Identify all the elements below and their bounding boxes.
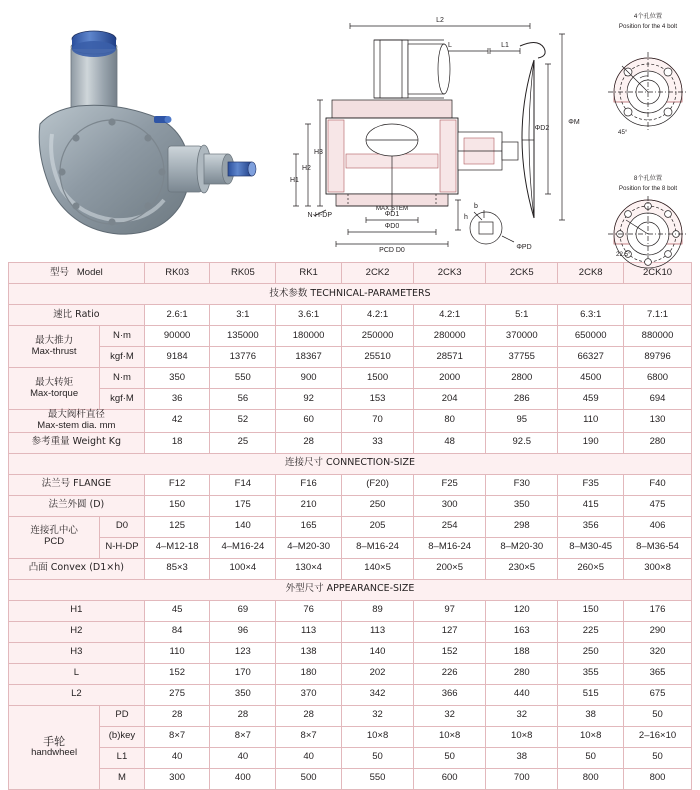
row-label-l2: L2 xyxy=(9,684,145,705)
specification-table xyxy=(8,262,692,790)
table-row xyxy=(9,347,692,368)
cell: 120 xyxy=(486,600,558,621)
row-label-ratio: 速比 Ratio xyxy=(53,308,100,320)
table-row xyxy=(9,389,692,410)
cell: 4–M20-30 xyxy=(276,537,342,558)
row-label-pcd: 连接孔中心 PCD xyxy=(9,516,100,558)
svg-text:L2: L2 xyxy=(436,17,444,24)
svg-text:H1: H1 xyxy=(290,177,299,184)
cell: 28571 xyxy=(414,347,486,368)
cell: 4–M12-18 xyxy=(144,537,210,558)
cell: 150 xyxy=(558,600,624,621)
cell: 356 xyxy=(558,516,624,537)
cell: 153 xyxy=(341,389,413,410)
dimension-drawing xyxy=(262,4,600,258)
cell: (F20) xyxy=(341,474,413,495)
cell: 880000 xyxy=(624,326,692,347)
cell: 8×7 xyxy=(144,726,210,747)
cell: 3:1 xyxy=(210,305,276,326)
cell: 250 xyxy=(558,642,624,663)
table-row xyxy=(9,305,692,326)
cell: 3.6:1 xyxy=(276,305,342,326)
model-col-4: 2CK3 xyxy=(414,263,486,284)
table-row xyxy=(9,368,692,389)
cell: F16 xyxy=(276,474,342,495)
handwheel-key: M xyxy=(100,768,145,789)
cell: 298 xyxy=(486,516,558,537)
svg-text:h: h xyxy=(464,214,468,221)
handwheel-key: L1 xyxy=(100,747,145,768)
table-row xyxy=(9,432,692,453)
cell: 459 xyxy=(558,389,624,410)
table-row xyxy=(9,684,692,705)
section-connection: 连接尺寸 CONNECTION-SIZE xyxy=(9,453,692,474)
cell: 38 xyxy=(486,747,558,768)
cell: 84 xyxy=(144,621,210,642)
bolt-position-figures xyxy=(600,6,696,258)
cell: 342 xyxy=(341,684,413,705)
svg-text:ΦPD: ΦPD xyxy=(516,244,532,251)
cell: 320 xyxy=(624,642,692,663)
cell: 152 xyxy=(144,663,210,684)
model-col-0: RK03 xyxy=(144,263,210,284)
row-label-weight: 参考重量 Weight Kg xyxy=(31,436,122,448)
cell: 140 xyxy=(210,516,276,537)
cell: 50 xyxy=(624,747,692,768)
unit-cell: kgf·M xyxy=(100,389,145,410)
cell: 300 xyxy=(414,495,486,516)
bolt8-title-en: Position for the 8 bolt xyxy=(618,185,678,192)
svg-text:b: b xyxy=(474,203,478,210)
cell: 36 xyxy=(144,389,210,410)
cell: 25510 xyxy=(341,347,413,368)
cell: 350 xyxy=(210,684,276,705)
cell: 204 xyxy=(414,389,486,410)
cell: 100×4 xyxy=(210,558,276,579)
cell: 80 xyxy=(414,410,486,433)
table-row xyxy=(9,516,692,537)
cell: 4500 xyxy=(558,368,624,389)
cell: 475 xyxy=(624,495,692,516)
table-row xyxy=(9,768,692,789)
model-header: 型号 Model xyxy=(9,263,145,284)
cell: 28 xyxy=(276,705,342,726)
bolt8-angle: 22.5° xyxy=(616,251,631,258)
cell: 28 xyxy=(276,432,342,453)
unit-cell: N·m xyxy=(100,326,145,347)
cell: 89796 xyxy=(624,347,692,368)
row-label-max-stem-dia: 最大阀杆直径 Max-stem dia. mm xyxy=(9,410,145,433)
cell: 180 xyxy=(276,663,342,684)
cell: 370000 xyxy=(486,326,558,347)
svg-text:ΦD2: ΦD2 xyxy=(534,125,550,132)
cell: 230×5 xyxy=(486,558,558,579)
row-label-l: L xyxy=(9,663,145,684)
cell: 70 xyxy=(341,410,413,433)
row-label-convex: 凸面 Convex (D1×h) xyxy=(28,562,124,574)
cell: 165 xyxy=(276,516,342,537)
section-appearance: 外型尺寸 APPEARANCE-SIZE xyxy=(9,579,692,600)
cell: 32 xyxy=(341,705,413,726)
cell: 10×8 xyxy=(341,726,413,747)
table-row xyxy=(9,474,692,495)
cell: F40 xyxy=(624,474,692,495)
cell: 95 xyxy=(486,410,558,433)
table-row xyxy=(9,726,692,747)
table-row xyxy=(9,642,692,663)
svg-text:ΦD1: ΦD1 xyxy=(384,211,400,218)
cell: F30 xyxy=(486,474,558,495)
cell: 69 xyxy=(210,600,276,621)
cell: 8×7 xyxy=(210,726,276,747)
table-row xyxy=(9,621,692,642)
cell: 275 xyxy=(144,684,210,705)
cell: 5:1 xyxy=(486,305,558,326)
cell: 226 xyxy=(414,663,486,684)
cell: 225 xyxy=(558,621,624,642)
cell: 1500 xyxy=(341,368,413,389)
cell: 286 xyxy=(486,389,558,410)
table-row xyxy=(9,705,692,726)
row-label-h2: H2 xyxy=(9,621,145,642)
table-header-row xyxy=(9,263,692,284)
cell: 2–16×10 xyxy=(624,726,692,747)
cell: 6800 xyxy=(624,368,692,389)
cell: 50 xyxy=(414,747,486,768)
cell: 8–M36-54 xyxy=(624,537,692,558)
cell: 600 xyxy=(414,768,486,789)
cell: 500 xyxy=(276,768,342,789)
cell: 135000 xyxy=(210,326,276,347)
cell: 370 xyxy=(276,684,342,705)
cell: 170 xyxy=(210,663,276,684)
cell: 694 xyxy=(624,389,692,410)
table-row xyxy=(9,600,692,621)
cell: 4.2:1 xyxy=(341,305,413,326)
cell: 205 xyxy=(341,516,413,537)
model-col-1: RK05 xyxy=(210,263,276,284)
cell: 18 xyxy=(144,432,210,453)
cell: 366 xyxy=(414,684,486,705)
cell: 175 xyxy=(210,495,276,516)
cell: 8–M16-24 xyxy=(341,537,413,558)
cell: 52 xyxy=(210,410,276,433)
cell: 250 xyxy=(341,495,413,516)
cell: 123 xyxy=(210,642,276,663)
section-technical: 技术参数 TECHNICAL-PARAMETERS xyxy=(9,284,692,305)
cell: 9184 xyxy=(144,347,210,368)
cell: 33 xyxy=(341,432,413,453)
cell: 113 xyxy=(276,621,342,642)
cell: 202 xyxy=(341,663,413,684)
model-col-2: RK1 xyxy=(276,263,342,284)
cell: 76 xyxy=(276,600,342,621)
bolt4-angle: 45° xyxy=(618,129,628,136)
cell: 515 xyxy=(558,684,624,705)
table-row xyxy=(9,663,692,684)
cell: 18367 xyxy=(276,347,342,368)
table-row xyxy=(9,495,692,516)
cell: 10×8 xyxy=(486,726,558,747)
model-col-7: 2CK10 xyxy=(624,263,692,284)
row-label-max-thrust: 最大推力 Max-thrust xyxy=(9,326,100,368)
cell: 350 xyxy=(144,368,210,389)
bolt4-title-en: Position for the 4 bolt xyxy=(618,23,678,30)
cell: 250000 xyxy=(341,326,413,347)
unit-cell: N·m xyxy=(100,368,145,389)
svg-text:L1: L1 xyxy=(501,42,509,49)
cell: 10×8 xyxy=(558,726,624,747)
cell: 92 xyxy=(276,389,342,410)
svg-text:H2: H2 xyxy=(302,165,311,172)
cell: 200×5 xyxy=(414,558,486,579)
table-row xyxy=(9,537,692,558)
cell: 8–M30-45 xyxy=(558,537,624,558)
bolt8-title-cn: 8个孔位置 xyxy=(633,175,663,182)
cell: 365 xyxy=(624,663,692,684)
cell: 355 xyxy=(558,663,624,684)
cell: 56 xyxy=(210,389,276,410)
cell: 28 xyxy=(210,705,276,726)
cell: 90000 xyxy=(144,326,210,347)
illustration-area xyxy=(0,0,700,262)
svg-text:N-H-DP: N-H-DP xyxy=(307,212,332,219)
table-row xyxy=(9,747,692,768)
cell: 900 xyxy=(276,368,342,389)
cell: 152 xyxy=(414,642,486,663)
unit-cell: D0 xyxy=(100,516,145,537)
row-label-handwheel: 手轮 handwheel xyxy=(9,705,100,789)
cell: F12 xyxy=(144,474,210,495)
cell: 800 xyxy=(558,768,624,789)
cell: 66327 xyxy=(558,347,624,368)
cell: 6.3:1 xyxy=(558,305,624,326)
cell: 400 xyxy=(210,768,276,789)
cell: 40 xyxy=(144,747,210,768)
cell: 163 xyxy=(486,621,558,642)
cell: 2.6:1 xyxy=(144,305,210,326)
cell: 38 xyxy=(558,705,624,726)
row-label-flange-od: 法兰外圆 (D) xyxy=(48,499,105,511)
cell: 10×8 xyxy=(414,726,486,747)
cell: 32 xyxy=(486,705,558,726)
cell: 700 xyxy=(486,768,558,789)
cell: 85×3 xyxy=(144,558,210,579)
actuator-photo xyxy=(8,6,258,256)
cell: 210 xyxy=(276,495,342,516)
cell: 188 xyxy=(486,642,558,663)
cell: 8–M20-30 xyxy=(486,537,558,558)
cell: 45 xyxy=(144,600,210,621)
cell: 127 xyxy=(414,621,486,642)
cell: 92.5 xyxy=(486,432,558,453)
cell: 13776 xyxy=(210,347,276,368)
cell: 415 xyxy=(558,495,624,516)
handwheel-key: PD xyxy=(100,705,145,726)
cell: F35 xyxy=(558,474,624,495)
model-col-6: 2CK8 xyxy=(558,263,624,284)
svg-text:PCD D0: PCD D0 xyxy=(379,247,405,254)
svg-text:L: L xyxy=(448,42,452,49)
row-label-h3: H3 xyxy=(9,642,145,663)
cell: 7.1:1 xyxy=(624,305,692,326)
cell: 2800 xyxy=(486,368,558,389)
cell: 50 xyxy=(558,747,624,768)
cell: 40 xyxy=(276,747,342,768)
cell: 260×5 xyxy=(558,558,624,579)
cell: 25 xyxy=(210,432,276,453)
cell: 800 xyxy=(624,768,692,789)
cell: 37755 xyxy=(486,347,558,368)
row-label-h1: H1 xyxy=(9,600,145,621)
cell: 4–M16-24 xyxy=(210,537,276,558)
svg-text:ΦM: ΦM xyxy=(568,119,580,126)
cell: 130 xyxy=(624,410,692,433)
cell: 97 xyxy=(414,600,486,621)
cell: 280 xyxy=(486,663,558,684)
cell: 176 xyxy=(624,600,692,621)
cell: 280 xyxy=(624,432,692,453)
cell: 32 xyxy=(414,705,486,726)
cell: 300 xyxy=(144,768,210,789)
cell: 40 xyxy=(210,747,276,768)
cell: 110 xyxy=(558,410,624,433)
cell: 406 xyxy=(624,516,692,537)
cell: 290 xyxy=(624,621,692,642)
cell: 60 xyxy=(276,410,342,433)
cell: 89 xyxy=(341,600,413,621)
cell: 300×8 xyxy=(624,558,692,579)
cell: 138 xyxy=(276,642,342,663)
cell: 190 xyxy=(558,432,624,453)
model-col-5: 2CK5 xyxy=(486,263,558,284)
cell: 50 xyxy=(341,747,413,768)
cell: F25 xyxy=(414,474,486,495)
cell: 675 xyxy=(624,684,692,705)
row-label-max-torque: 最大转矩 Max-torque xyxy=(9,368,100,410)
cell: 110 xyxy=(144,642,210,663)
cell: 180000 xyxy=(276,326,342,347)
svg-text:MAX.STEM: MAX.STEM xyxy=(375,205,409,212)
cell: 130×4 xyxy=(276,558,342,579)
handwheel-key: (b)key xyxy=(100,726,145,747)
cell: 28 xyxy=(144,705,210,726)
svg-text:ΦD0: ΦD0 xyxy=(384,223,400,230)
cell: 96 xyxy=(210,621,276,642)
table-row xyxy=(9,410,692,433)
cell: 440 xyxy=(486,684,558,705)
bolt4-title-cn: 4个孔位置 xyxy=(633,13,663,20)
model-col-3: 2CK2 xyxy=(341,263,413,284)
cell: 254 xyxy=(414,516,486,537)
cell: 125 xyxy=(144,516,210,537)
cell: 550 xyxy=(210,368,276,389)
cell: 150 xyxy=(144,495,210,516)
cell: 42 xyxy=(144,410,210,433)
row-label-flange: 法兰号 FLANGE xyxy=(41,478,112,490)
cell: 8×7 xyxy=(276,726,342,747)
cell: 48 xyxy=(414,432,486,453)
cell: 8–M16-24 xyxy=(414,537,486,558)
unit-cell: kgf·M xyxy=(100,347,145,368)
cell: F14 xyxy=(210,474,276,495)
cell: 280000 xyxy=(414,326,486,347)
cell: 50 xyxy=(624,705,692,726)
table-row xyxy=(9,326,692,347)
table-row xyxy=(9,558,692,579)
unit-cell: N-H-DP xyxy=(100,537,145,558)
cell: 4.2:1 xyxy=(414,305,486,326)
cell: 650000 xyxy=(558,326,624,347)
cell: 550 xyxy=(341,768,413,789)
cell: 140×5 xyxy=(341,558,413,579)
cell: 140 xyxy=(341,642,413,663)
cell: 113 xyxy=(341,621,413,642)
svg-text:H3: H3 xyxy=(314,149,323,156)
cell: 2000 xyxy=(414,368,486,389)
cell: 350 xyxy=(486,495,558,516)
